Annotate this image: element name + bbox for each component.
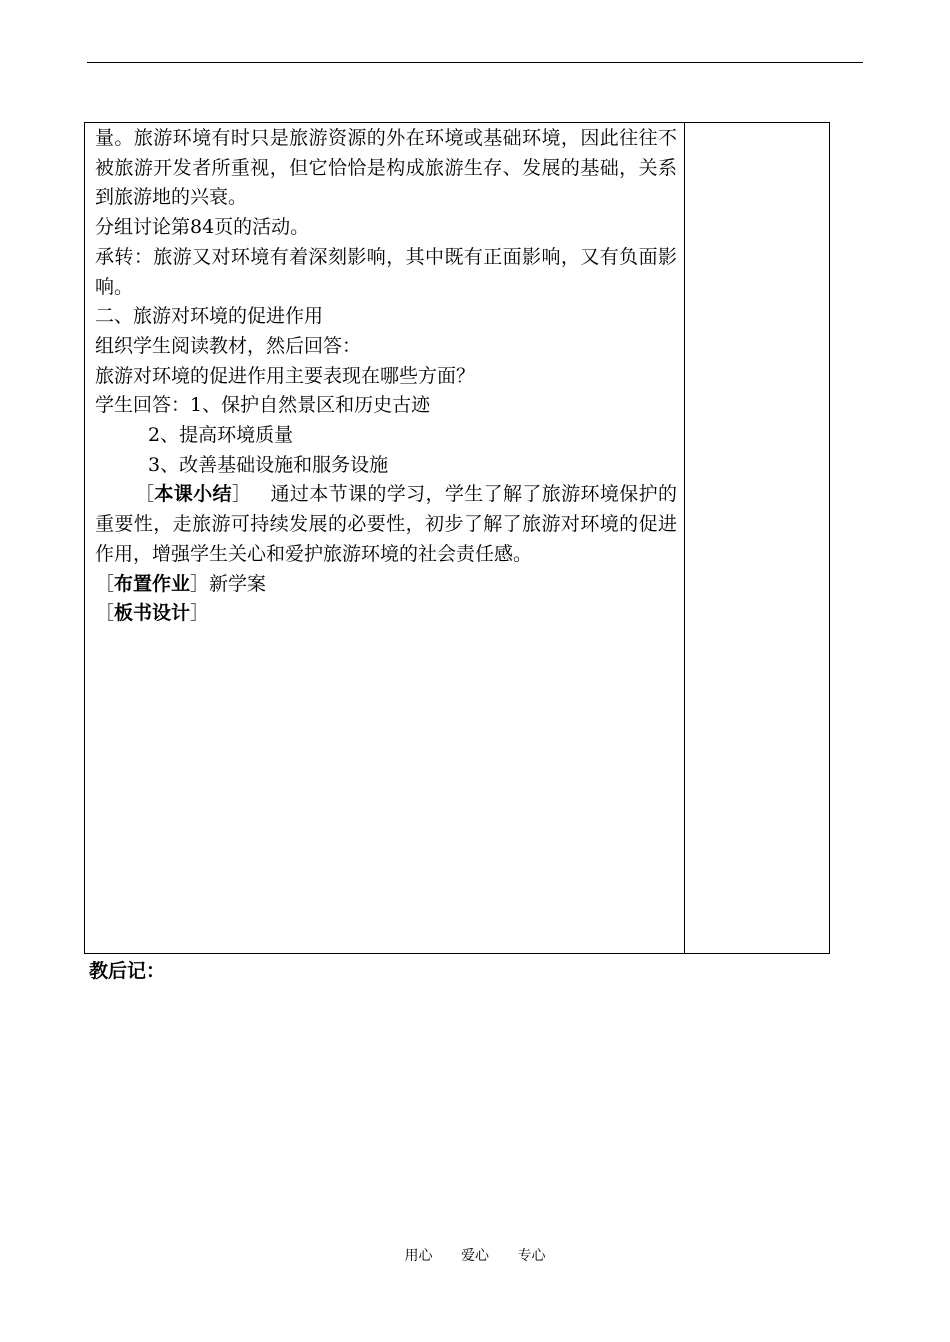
answer-item-2: 2、提高环境质量 [148, 424, 294, 447]
paragraph-transition: 承转：旅游又对环境有着深刻影响，其中既有正面影响，又有负面影响。 [95, 245, 677, 298]
section-heading: 二、旅游对环境的促进作用 [95, 305, 324, 328]
footer-word-1: 用心 [404, 1248, 433, 1264]
paragraph-question: 旅游对环境的促进作用主要表现在哪些方面？ [95, 364, 476, 387]
answer-item-1: 学生回答：1、保护自然景区和历史古迹 [95, 394, 431, 417]
lesson-table [84, 122, 830, 954]
page-footer [0, 1246, 950, 1266]
footer-word-3: 专心 [517, 1248, 546, 1264]
footer-word-2: 爱心 [461, 1248, 489, 1264]
paragraph-instruction: 组织学生阅读教材，然后回答： [95, 334, 362, 357]
paragraph-group-discussion: 分组讨论第84页的活动。 [95, 216, 310, 239]
homework-text: 新学案 [209, 572, 267, 595]
summary-label: 本课小结 [154, 483, 232, 506]
lesson-summary: ［本课小结］ 通过本节课的学习，学生了解了旅游环境保护的重要性，走旅游可持续发展的必要性，初步了解了旅游对环境的促进作用，增强学生关心和爱护旅游环境的社会责任感。 [95, 483, 677, 565]
postscript-label: 教后记： [89, 960, 166, 982]
paragraph-environment-basis: 量。旅游环境有时只是旅游资源的外在环境或基础环境，因此往往不被旅游开发者所重视，但它恰恰是构成旅游生存、发展的基础，关系到旅游地的兴衰。 [95, 127, 677, 209]
board-design-label: 板书设计 [114, 602, 191, 625]
header-rule [87, 62, 863, 63]
board-design-line: ［板书设计］ [95, 602, 210, 625]
lesson-content-cell [95, 124, 677, 629]
answer-item-3: 3、改善基础设施和服务设施 [148, 453, 389, 476]
homework-line: ［布置作业］新学案 [95, 572, 267, 595]
summary-text: 通过本节课的学习，学生了解了旅游环境保护的重要性，走旅游可持续发展的必要性，初步了解了旅游对环境的促进作用，增强学生关心和爱护旅游环境的社会责任感。 [95, 483, 677, 565]
column-divider [684, 123, 685, 953]
homework-label: 布置作业 [114, 572, 191, 595]
